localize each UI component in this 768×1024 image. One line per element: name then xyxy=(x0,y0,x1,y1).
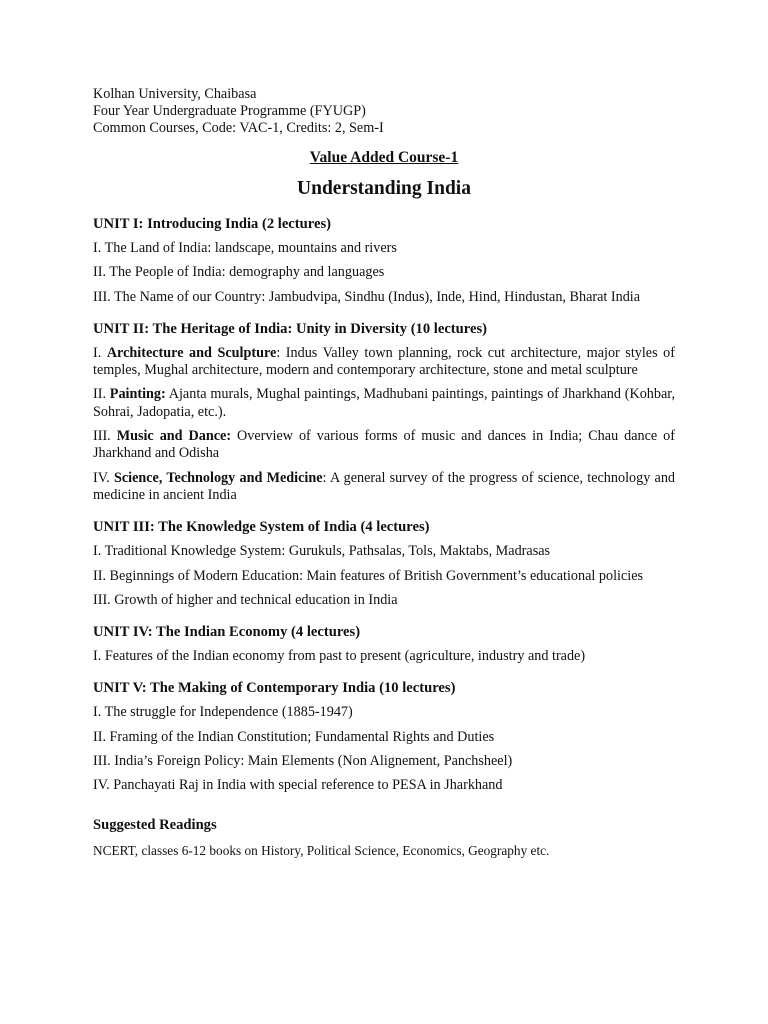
item-prefix: III. xyxy=(93,753,115,770)
university-name: Kolhan University, Chaibasa xyxy=(93,86,257,102)
page-title: Understanding India xyxy=(297,178,471,199)
item-prefix: II. xyxy=(93,728,110,745)
item-text: Panchayati Raj in India with special reference to PESA in Jharkhand xyxy=(113,777,503,794)
unit-item xyxy=(93,648,675,665)
item-prefix: II. xyxy=(93,264,110,281)
item-prefix: IV. xyxy=(93,777,114,794)
unit-item xyxy=(93,428,675,463)
item-text: The People of India: demography and languages xyxy=(109,264,385,281)
item-prefix: I. xyxy=(93,543,105,560)
item-bold-term: Science, Technology and Medicine xyxy=(113,469,323,486)
unit-section xyxy=(93,623,675,665)
item-prefix: I. xyxy=(93,240,105,256)
item-prefix: III. xyxy=(93,428,117,445)
item-prefix: I. xyxy=(93,344,107,361)
unit-item xyxy=(93,704,675,721)
unit-section xyxy=(93,215,675,306)
unit-heading: UNIT I: Introducing India (2 lectures) xyxy=(93,216,331,232)
item-prefix: II. xyxy=(93,386,110,403)
item-text: Beginnings of Modern Education: Main features of British Government’s educational policies xyxy=(109,567,644,584)
item-text: The Land of India: landscape, mountains and rivers xyxy=(104,240,397,256)
programme-name: Four Year Undergraduate Programme (FYUGP) xyxy=(93,103,366,119)
unit-item xyxy=(93,543,675,560)
readings-heading: Suggested Readings xyxy=(93,816,217,833)
unit-item xyxy=(93,240,675,257)
item-text: Growth of higher and technical education in India xyxy=(114,591,398,608)
unit-item xyxy=(93,729,675,746)
unit-section xyxy=(93,320,675,504)
item-prefix: III. xyxy=(93,591,115,608)
item-bold-term: Painting: xyxy=(109,386,166,403)
page-content xyxy=(93,86,675,859)
unit-item xyxy=(93,568,675,585)
unit-item xyxy=(93,753,675,770)
item-text: The struggle for Independence (1885-1947) xyxy=(104,704,353,721)
item-prefix: I. xyxy=(93,648,105,665)
item-prefix: IV. xyxy=(93,469,114,486)
unit-item xyxy=(93,386,675,421)
unit-heading: UNIT IV: The Indian Economy (4 lectures) xyxy=(93,624,361,641)
unit-item xyxy=(93,264,675,281)
item-bold-term: Music and Dance: xyxy=(116,428,232,445)
unit-item xyxy=(93,289,675,306)
unit-item xyxy=(93,592,675,609)
readings-text: NCERT, classes 6-12 books on History, Political Science, Economics, Geography etc. xyxy=(93,842,550,858)
item-text: Ajanta murals, Mughal paintings, Madhubani paintings, paintings of Jharkhand (Kohbar, Sohrai, Jadopatia, etc.). xyxy=(93,386,675,420)
item-text: Features of the Indian economy from past to present (agriculture, industry and trade) xyxy=(104,648,586,665)
item-text: Framing of the Indian Constitution; Fundamental Rights and Duties xyxy=(109,728,495,745)
item-text: India’s Foreign Policy: Main Elements (Non Alignement, Panchsheel) xyxy=(114,753,513,770)
unit-heading: UNIT V: The Making of Contemporary India (10 lectures) xyxy=(93,680,456,697)
item-text: : A general survey of the progress of science, technology and medicine in ancient India xyxy=(93,469,676,503)
item-text: The Name of our Country: Jambudvipa, Sindhu (Indus), Inde, Hind, Hindustan, Bharat India xyxy=(114,288,641,305)
course-info: Common Courses, Code: VAC-1, Credits: 2, Sem-I xyxy=(93,120,384,136)
course-label: Value Added Course-1 xyxy=(309,149,459,166)
unit-heading: UNIT III: The Knowledge System of India (4 lectures) xyxy=(93,519,430,536)
item-prefix: I. xyxy=(93,704,105,721)
item-prefix: II. xyxy=(93,567,110,584)
item-text: Overview of various forms of music and dances in India; Chau dance of Jharkhand and Odisha xyxy=(93,428,675,462)
unit-section xyxy=(93,518,675,609)
unit-section xyxy=(93,679,675,794)
item-text: : Indus Valley town planning, rock cut architecture, major styles of temples, Mughal architecture, modern and contemporary architecture, stone and metal sculpture xyxy=(93,344,675,379)
unit-item xyxy=(93,777,675,794)
unit-item xyxy=(93,345,675,380)
unit-item xyxy=(93,470,675,505)
unit-heading: UNIT II: The Heritage of India: Unity in Diversity (10 lectures) xyxy=(93,320,488,337)
item-text: Traditional Knowledge System: Gurukuls, Pathsalas, Tols, Maktabs, Madrasas xyxy=(104,543,551,560)
item-prefix: III. xyxy=(93,288,115,305)
item-bold-term: Architecture and Sculpture xyxy=(106,344,277,361)
